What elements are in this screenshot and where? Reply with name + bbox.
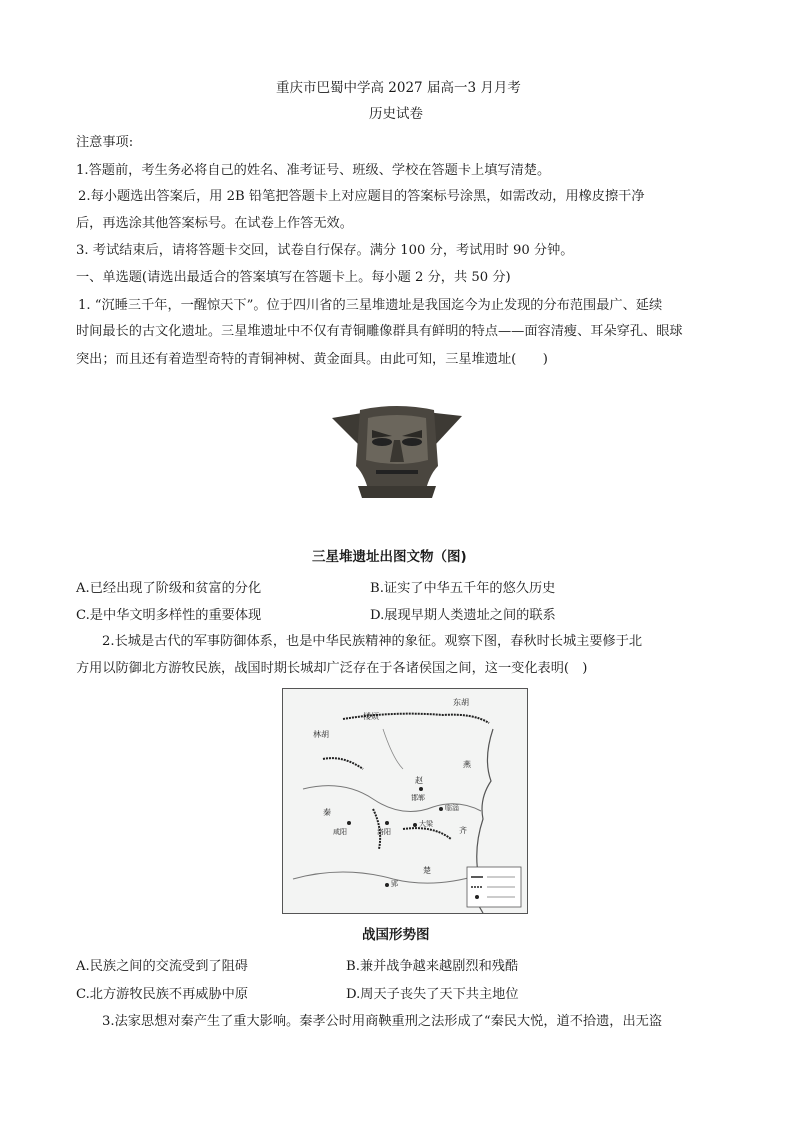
notice-heading: 注意事项: [76, 135, 134, 150]
map-label: 大梁 [419, 820, 433, 828]
exam-title: 重庆市巴蜀中学高 2027 届高一3 月月考 [276, 80, 521, 96]
notice-item: 1.答题前，考生务必将自己的姓名、准考证号、班级、学校在答题卡上填写清楚。 [76, 163, 551, 178]
map-label: 郢 [391, 880, 398, 888]
map-label: 齐 [459, 826, 467, 835]
map-label: 楼烦 [363, 712, 379, 721]
q1-option-d: D.展现早期人类遗址之间的联系 [370, 608, 556, 623]
q2-option-c: C.北方游牧民族不再威胁中原 [76, 987, 249, 1002]
question-2-line: 2.长城是古代的军事防御体系，也是中华民族精神的象征。观察下图，春秋时长城主要修于北 [102, 634, 643, 649]
map-label: 秦 [323, 808, 331, 817]
notice-item: 后，再选涂其他答案标号。在试卷上作答无效。 [76, 216, 353, 231]
section-heading: 一、单选题(请选出最适合的答案填写在答题卡上。每小题 2 分，共 50 分) [76, 270, 511, 285]
question-1-line: 时间最长的古文化遗址。三星堆遗址中不仅有青铜雕像群具有鲜明的特点——面容清瘦、耳朵穿孔、眼球 [76, 324, 683, 339]
question-1-line: 1. “沉睡三千年，一醒惊天下”。位于四川省的三星堆遗址是我国迄今为止发现的分布范围最广、延续 [78, 298, 663, 313]
question-1-line: 突出；而且还有着造型奇特的青铜神树、黄金面具。由此可知，三星堆遗址( ) [76, 352, 548, 367]
bronze-mask-image [328, 406, 466, 502]
map-label: 临淄 [445, 804, 459, 812]
map-label: 林胡 [313, 730, 329, 739]
warring-states-map [282, 688, 528, 914]
q2-option-b: B.兼并战争越来越剧烈和残酷 [346, 959, 519, 974]
map-label: 咸阳 [333, 828, 347, 836]
q2-option-a: A.民族之间的交流受到了阻碍 [76, 959, 248, 974]
figure-2-caption: 战国形势图 [362, 927, 430, 943]
q1-option-b: B.证实了中华五千年的悠久历史 [370, 581, 556, 596]
map-label: 洛阳 [377, 828, 391, 836]
q1-option-a: A.已经出现了阶级和贫富的分化 [76, 581, 262, 596]
q1-option-c: C.是中华文明多样性的重要体现 [76, 608, 262, 623]
map-label: 楚 [423, 866, 431, 875]
map-label: 邯郸 [411, 794, 425, 802]
notice-item: 2.每小题选出答案后，用 2B 铅笔把答题卡上对应题目的答案标号涂黑，如需改动，用橡皮擦干净 [78, 189, 645, 204]
question-2-line: 方用以防御北方游牧民族，战国时期长城却广泛存在于各诸侯国之间，这一变化表明( ) [76, 661, 588, 676]
q2-option-d: D.周天子丧失了天下共主地位 [346, 987, 519, 1002]
map-label: 燕 [463, 760, 471, 769]
figure-1-caption: 三星堆遗址出图文物（图) [312, 549, 467, 565]
question-3-line: 3.法家思想对秦产生了重大影响。秦孝公时用商鞅重刑之法形成了“秦民大悦，道不拾遗，出无盗 [102, 1014, 663, 1029]
map-label: 赵 [415, 776, 423, 785]
notice-item: 3. 考试结束后，请将答题卡交回，试卷自行保存。满分 100 分，考试用时 90 分钟。 [76, 243, 574, 258]
map-label: 东胡 [453, 698, 469, 707]
exam-subject: 历史试卷 [369, 106, 423, 122]
